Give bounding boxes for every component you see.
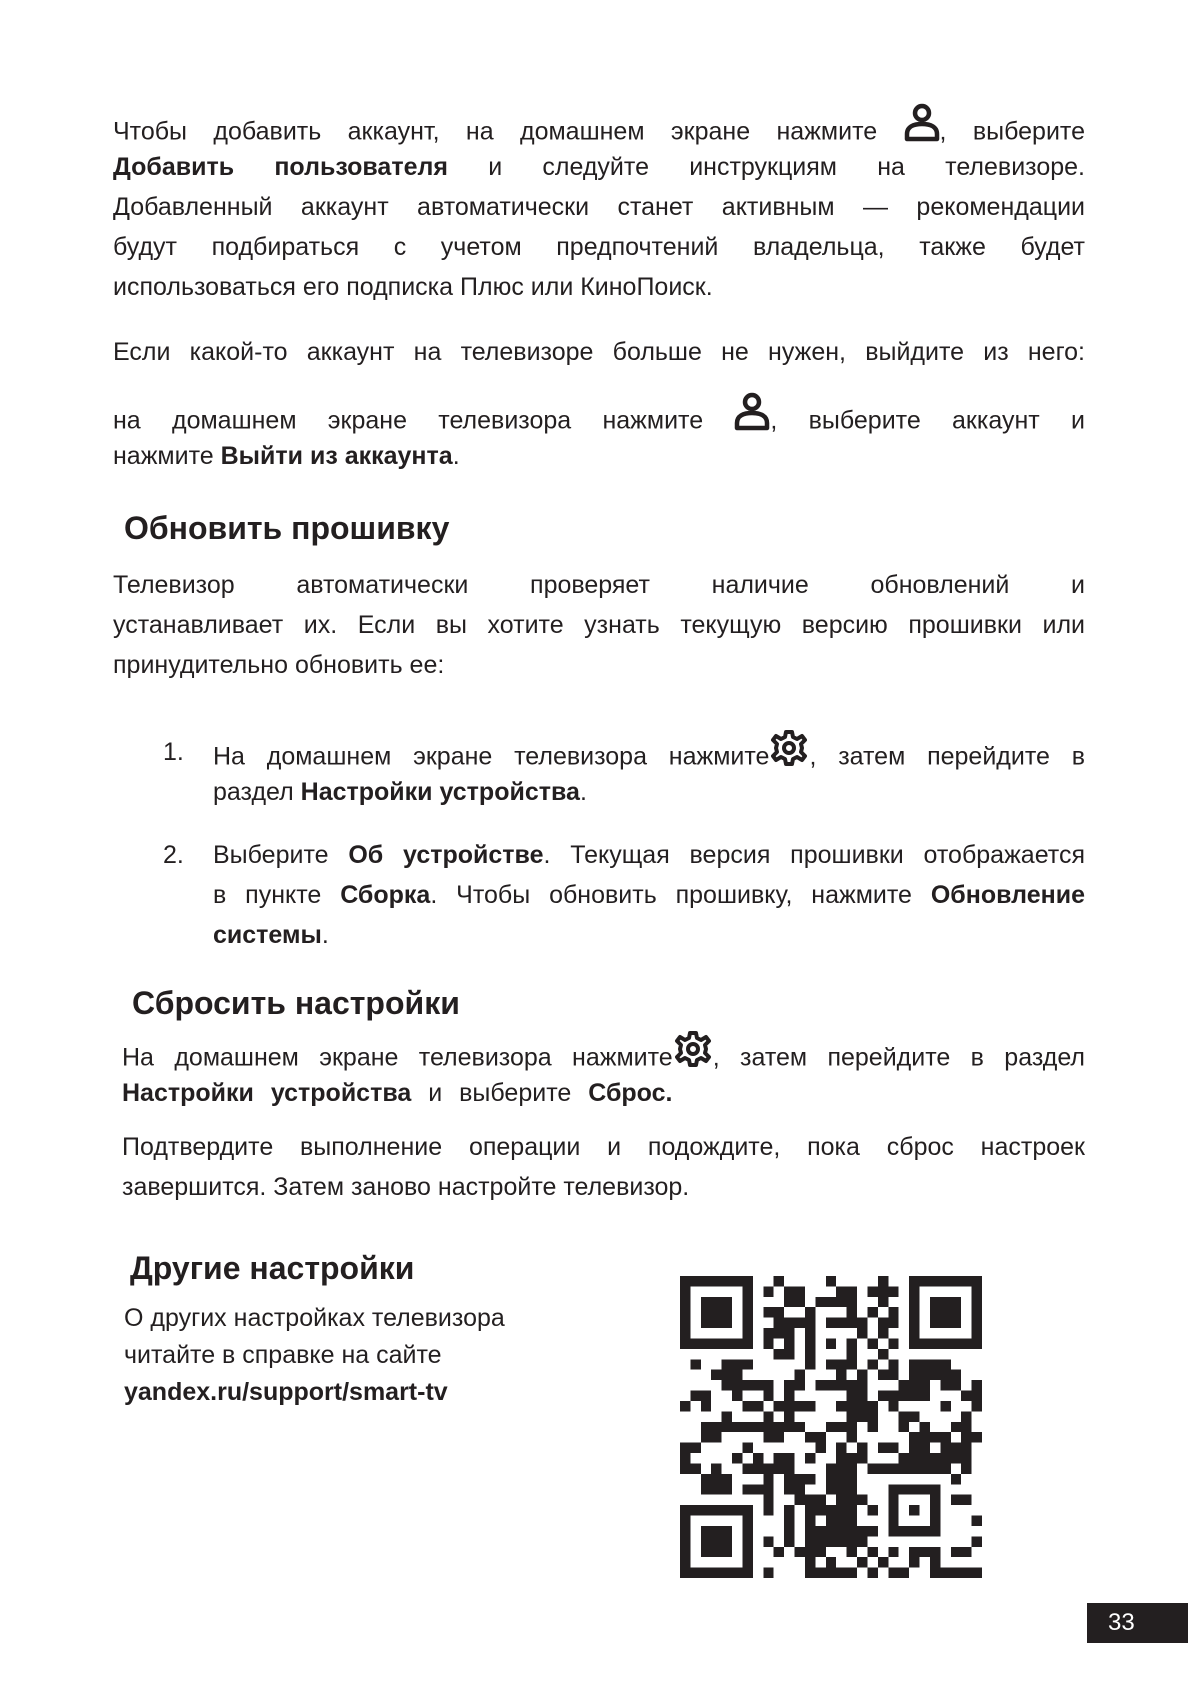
step-number: 2. bbox=[163, 841, 184, 869]
text-line: читайте в справке на сайте bbox=[124, 1341, 442, 1369]
device-settings-label: Настройки устройства bbox=[300, 778, 580, 806]
text-line: Подтвердите выполнение операции и подождите, пока сброс настроек bbox=[122, 1133, 1085, 1161]
heading-other: Другие настройки bbox=[130, 1250, 415, 1286]
account-para-2 bbox=[113, 332, 1085, 372]
text-line: О других настройках телевизора bbox=[124, 1304, 505, 1332]
text-line: будут подбираться с учетом предпочтений владельца, также будет bbox=[113, 233, 1085, 261]
text-line: Добавить пользователя и следуйте инструкциям на телевизоре. bbox=[113, 153, 1085, 181]
heading-reset: Сбросить настройки bbox=[132, 985, 460, 1021]
user-icon bbox=[734, 392, 770, 444]
text-line: использоваться его подписка Плюс или КиноПоиск. bbox=[113, 273, 713, 301]
reset-para-1 bbox=[122, 1033, 1085, 1113]
device-settings-label: Настройки устройства bbox=[122, 1079, 412, 1107]
firmware-step-2 bbox=[163, 835, 1085, 955]
system-update-label: Обновление bbox=[930, 881, 1085, 909]
text-line: На домашнем экране телевизора нажмите , затем перейдите в bbox=[213, 732, 1085, 772]
text-line: системы. bbox=[213, 921, 329, 949]
heading-firmware: Обновить прошивку bbox=[124, 510, 450, 546]
reset-para-2 bbox=[122, 1127, 1085, 1207]
about-device-label: Об устройстве bbox=[348, 841, 544, 869]
text-line: Телевизор автоматически проверяет наличие обновлений и bbox=[113, 571, 1085, 599]
text-line: Выберите Об устройстве. Текущая версия прошивки отображается bbox=[213, 841, 1085, 869]
text-line: на домашнем экране телевизора нажмите , выберите аккаунт и bbox=[113, 396, 1085, 436]
step-number: 1. bbox=[163, 738, 184, 766]
support-link[interactable]: yandex.ru/support/smart-tv bbox=[124, 1378, 448, 1406]
account-para-1 bbox=[113, 107, 1085, 307]
text-line: Добавленный аккаунт автоматически станет активным — рекомендации bbox=[113, 193, 1085, 221]
logout-label: Выйти из аккаунта bbox=[220, 442, 453, 470]
text-line: принудительно обновить ее: bbox=[113, 651, 445, 679]
reset-label: Сброс. bbox=[588, 1079, 673, 1107]
user-icon bbox=[904, 103, 940, 155]
text-line: Настройки устройства и выберите Сброс. bbox=[122, 1079, 673, 1107]
text-line: нажмите Выйти из аккаунта. bbox=[113, 442, 460, 470]
account-para-3 bbox=[113, 396, 1085, 476]
text-line: в пункте Сборка. Чтобы обновить прошивку, нажмите Обновление bbox=[213, 881, 1085, 909]
other-text bbox=[124, 1300, 644, 1411]
gear-icon bbox=[769, 728, 809, 780]
gear-icon bbox=[673, 1029, 713, 1081]
text-line: На домашнем экране телевизора нажмите , затем перейдите в раздел bbox=[122, 1033, 1085, 1073]
page-number-box bbox=[1087, 1603, 1188, 1643]
page-number: 33 bbox=[1108, 1609, 1135, 1636]
qr-code bbox=[680, 1276, 982, 1578]
build-label: Сборка bbox=[340, 881, 431, 909]
add-user-label: Добавить пользователя bbox=[113, 153, 448, 181]
text-line: Чтобы добавить аккаунт, на домашнем экране нажмите , выберите bbox=[113, 107, 1085, 147]
firmware-intro bbox=[113, 565, 1085, 685]
text-line: Если какой-то аккаунт на телевизоре больше не нужен, выйдите из него: bbox=[113, 338, 1085, 366]
firmware-step-1 bbox=[163, 732, 1085, 812]
text-line: раздел Настройки устройства. bbox=[213, 778, 587, 806]
text-line: завершится. Затем заново настройте телевизор. bbox=[122, 1173, 690, 1201]
text-line: устанавливает их. Если вы хотите узнать текущую версию прошивки или bbox=[113, 611, 1085, 639]
